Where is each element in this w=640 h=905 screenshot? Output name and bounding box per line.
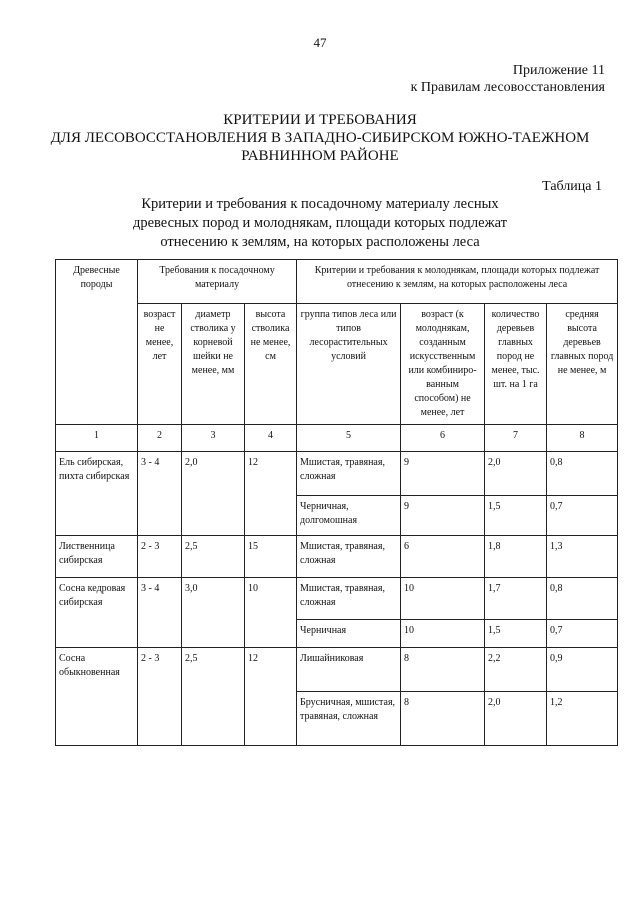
column-number-row	[56, 425, 618, 452]
height-cell: 10	[245, 578, 297, 620]
species-cell: Сосна обыкновенная	[56, 648, 138, 692]
heading-line-1: КРИТЕРИИ И ТРЕБОВАНИЯ	[223, 112, 417, 128]
column-number: 6	[401, 425, 485, 452]
diameter-cell: 2,5	[182, 536, 245, 578]
header-tree-count: количество деревьев главных пород не менее, тыс. шт. на 1 га	[485, 304, 547, 425]
table-row	[56, 536, 618, 578]
page-number: 47	[313, 35, 327, 50]
column-number: 1	[56, 425, 138, 452]
heading-line-2: ДЛЯ ЛЕСОВОССТАНОВЛЕНИЯ В ЗАПАДНО-СИБИРСКОМ ЮЖНО-ТАЕЖНОМ	[50, 130, 590, 146]
header-height: высота стволика не менее, см	[245, 304, 297, 425]
forest-type-cell: Мшистая, травяная, сложная	[297, 452, 401, 496]
column-number: 8	[547, 425, 618, 452]
table-title-line-2: древесных пород и молоднякам, площади которых подлежат	[132, 215, 507, 231]
age-cell: 2 - 3	[138, 648, 182, 692]
avg-height-cell: 1,3	[547, 536, 618, 578]
tree-count-cell: 2,2	[485, 648, 547, 692]
header-diameter: диаметр стволика у корневой шейки не менее, мм	[182, 304, 245, 425]
tree-count-cell: 1,7	[485, 578, 547, 620]
table-row	[56, 578, 618, 620]
avg-height-cell: 0,8	[547, 452, 618, 496]
avg-height-cell: 0,8	[547, 578, 618, 620]
young-age-cell: 9	[401, 496, 485, 536]
appendix-line-1: Приложение 11	[512, 63, 605, 78]
table-title	[100, 195, 540, 252]
forest-type-cell: Черничная, долгомошная	[297, 496, 401, 536]
forest-type-cell: Лишайниковая	[297, 648, 401, 692]
header-age: возраст не менее, лет	[138, 304, 182, 425]
column-number: 7	[485, 425, 547, 452]
column-number: 3	[182, 425, 245, 452]
table-row	[56, 496, 618, 536]
avg-height-cell: 1,2	[547, 692, 618, 746]
species-cell: Сосна кедровая сибирская	[56, 578, 138, 620]
diameter-cell: 3,0	[182, 578, 245, 620]
document-heading	[0, 111, 640, 165]
header-forest-type: группа типов леса или типов лесорастительных условий	[297, 304, 401, 425]
avg-height-cell: 0,9	[547, 648, 618, 692]
height-cell: 12	[245, 452, 297, 496]
young-age-cell: 10	[401, 620, 485, 648]
table-title-line-1: Критерии и требования к посадочному материалу лесных	[141, 196, 499, 212]
column-number: 2	[138, 425, 182, 452]
height-cell: 15	[245, 536, 297, 578]
table-label: Таблица 1	[542, 179, 602, 194]
header-young-stands: Критерии и требования к молоднякам, площади которых подлежат отнесению к землям, на которых расположены леса	[297, 260, 618, 304]
appendix-reference	[411, 62, 605, 96]
young-age-cell: 8	[401, 692, 485, 746]
heading-line-3: РАВНИННОМ РАЙОНЕ	[241, 148, 399, 164]
column-number: 5	[297, 425, 401, 452]
header-avg-height: средняя высота деревьев главных пород не менее, м	[547, 304, 618, 425]
table-row	[56, 620, 618, 648]
age-cell: 2 - 3	[138, 536, 182, 578]
forest-type-cell: Черничная	[297, 620, 401, 648]
tree-count-cell: 1,5	[485, 496, 547, 536]
avg-height-cell: 0,7	[547, 496, 618, 536]
table-row	[56, 452, 618, 496]
diameter-cell: 2,0	[182, 452, 245, 496]
young-age-cell: 9	[401, 452, 485, 496]
age-cell: 3 - 4	[138, 452, 182, 496]
height-cell: 12	[245, 648, 297, 692]
young-age-cell: 10	[401, 578, 485, 620]
young-age-cell: 8	[401, 648, 485, 692]
table-row	[56, 692, 618, 746]
forest-type-cell: Брусничная, мшистая, травяная, сложная	[297, 692, 401, 746]
table-title-line-3: отнесению к землям, на которых расположены леса	[160, 234, 480, 250]
age-cell: 3 - 4	[138, 578, 182, 620]
column-number: 4	[245, 425, 297, 452]
species-cell: Ель сибирская, пихта сибирская	[56, 452, 138, 496]
tree-count-cell: 1,8	[485, 536, 547, 578]
tree-count-cell: 1,5	[485, 620, 547, 648]
criteria-table	[55, 259, 618, 746]
forest-type-cell: Мшистая, травяная, сложная	[297, 578, 401, 620]
forest-type-cell: Мшистая, травяная, сложная	[297, 536, 401, 578]
header-young-age: возраст (к молоднякам, созданным искусственным или комбиниро-ванным способом) не менее, лет	[401, 304, 485, 425]
avg-height-cell: 0,7	[547, 620, 618, 648]
header-species: Древесные породы	[56, 260, 138, 425]
diameter-cell: 2,5	[182, 648, 245, 692]
tree-count-cell: 2,0	[485, 452, 547, 496]
table-row	[56, 648, 618, 692]
species-cell: Лиственница сибирская	[56, 536, 138, 578]
tree-count-cell: 2,0	[485, 692, 547, 746]
header-planting-material: Требования к посадочному материалу	[138, 260, 297, 304]
appendix-line-2: к Правилам лесовосстановления	[410, 80, 605, 95]
young-age-cell: 6	[401, 536, 485, 578]
